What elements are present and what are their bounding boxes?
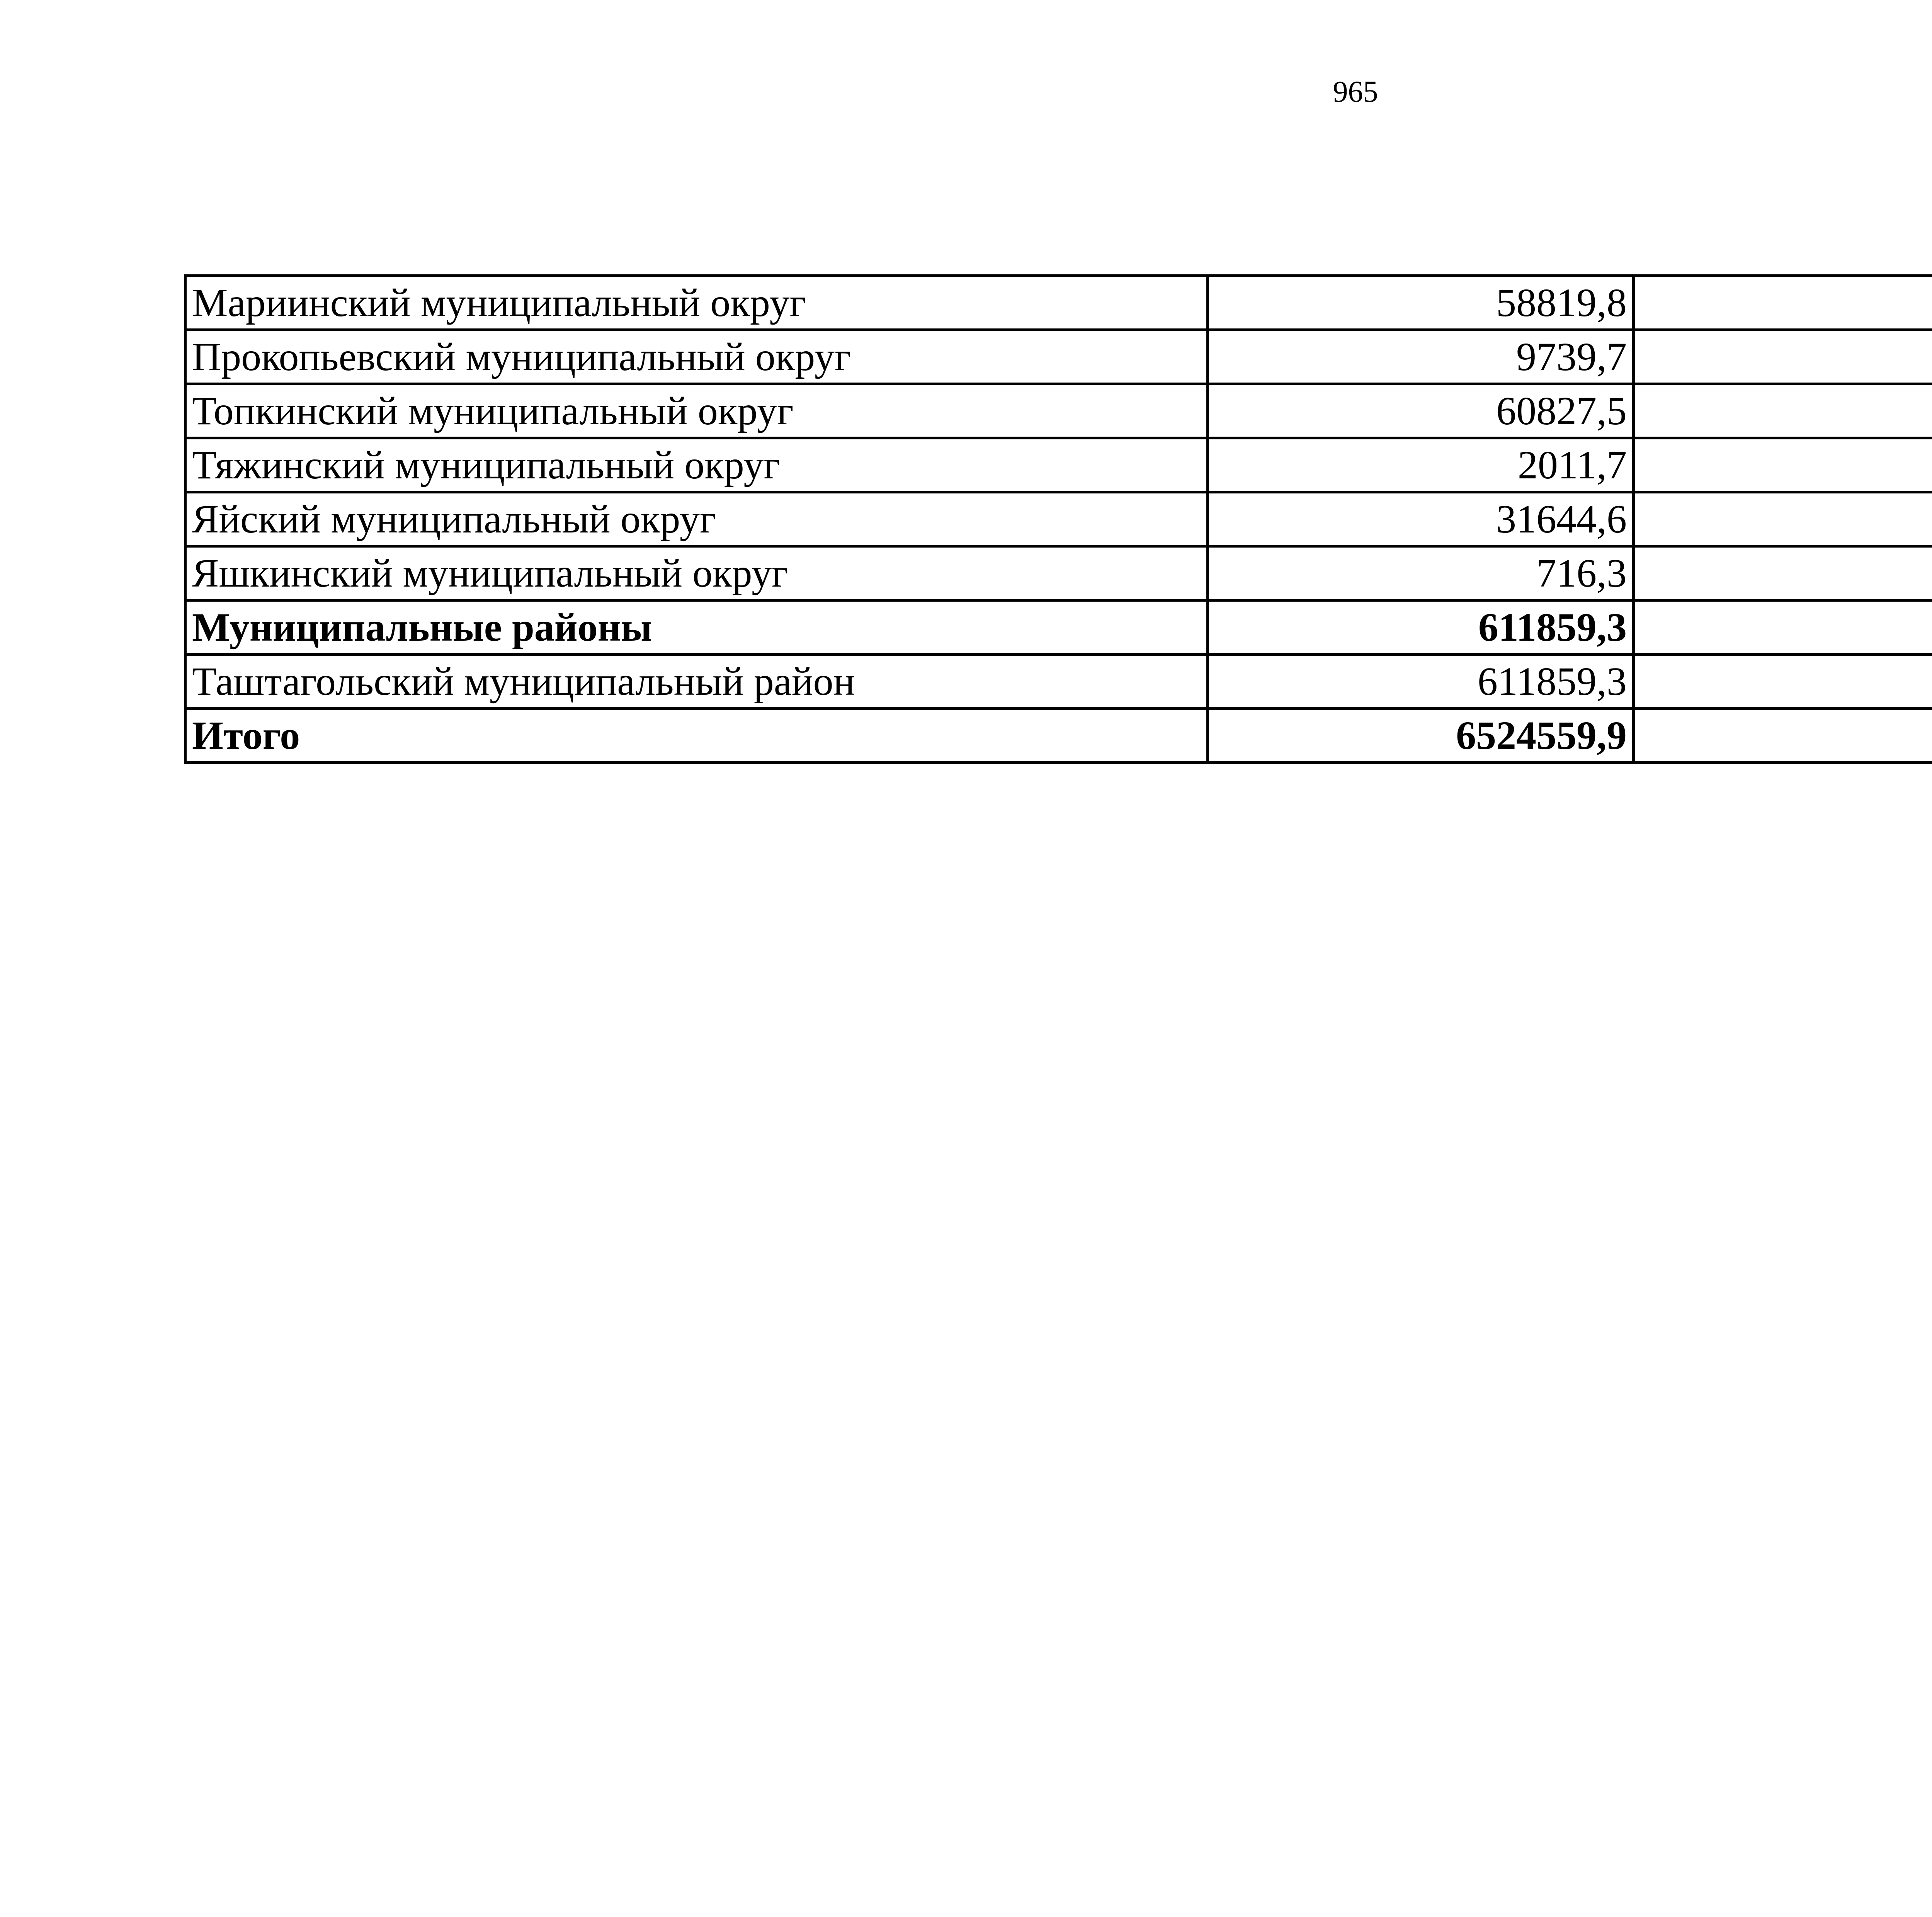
table-row xyxy=(185,655,1932,709)
municipality-name-cell: Таштагольский муниципальный район xyxy=(185,655,1208,709)
municipality-name-cell: Яйский муниципальный округ xyxy=(185,492,1208,546)
section-title-cell: Муниципальные районы xyxy=(185,600,1208,655)
amount-cell: 716,3 xyxy=(1208,546,1634,600)
table-row xyxy=(185,330,1932,384)
subtotal-row xyxy=(185,600,1932,655)
budget-table xyxy=(184,274,1932,764)
table-row xyxy=(185,438,1932,492)
amount-cell-2 xyxy=(1634,438,1932,492)
amount-cell: 31644,6 xyxy=(1208,492,1634,546)
amount-cell-2 xyxy=(1634,546,1932,600)
table-body xyxy=(185,276,1932,763)
amount-cell-2 xyxy=(1634,330,1932,384)
amount-cell-2 xyxy=(1634,655,1932,709)
amount-cell-2 xyxy=(1634,600,1932,655)
amount-cell-2 xyxy=(1634,709,1932,763)
page-number: 965 xyxy=(1333,75,1378,108)
table-row xyxy=(185,276,1932,330)
amount-cell: 2011,7 xyxy=(1208,438,1634,492)
amount-cell: 611859,3 xyxy=(1208,655,1634,709)
table-row xyxy=(185,546,1932,600)
total-row xyxy=(185,709,1932,763)
amount-cell-2 xyxy=(1634,276,1932,330)
amount-cell: 611859,3 xyxy=(1208,600,1634,655)
amount-cell: 58819,8 xyxy=(1208,276,1634,330)
table-row xyxy=(185,384,1932,438)
total-label-cell: Итого xyxy=(185,709,1208,763)
municipality-name-cell: Яшкинский муниципальный округ xyxy=(185,546,1208,600)
amount-cell-2 xyxy=(1634,384,1932,438)
municipality-name-cell: Прокопьевский муниципальный округ xyxy=(185,330,1208,384)
municipality-name-cell: Тяжинский муниципальный округ xyxy=(185,438,1208,492)
municipality-name-cell: Мариинский муниципальный округ xyxy=(185,276,1208,330)
amount-cell: 6524559,9 xyxy=(1208,709,1634,763)
amount-cell-2 xyxy=(1634,492,1932,546)
amount-cell: 60827,5 xyxy=(1208,384,1634,438)
table-row xyxy=(185,492,1932,546)
municipality-name-cell: Топкинский муниципальный округ xyxy=(185,384,1208,438)
amount-cell: 9739,7 xyxy=(1208,330,1634,384)
